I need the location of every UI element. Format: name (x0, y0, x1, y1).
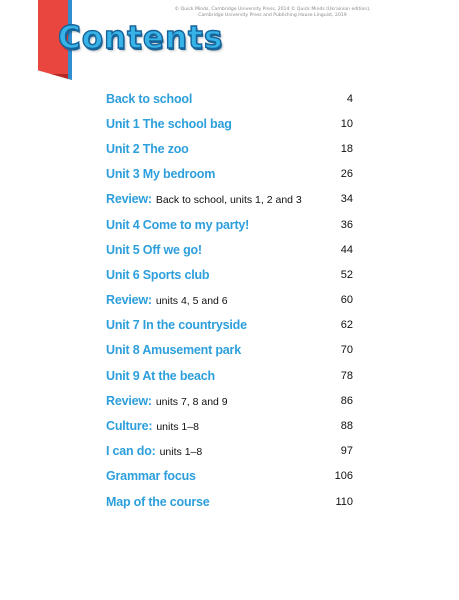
toc-row[interactable] (106, 162, 353, 187)
toc-row[interactable] (106, 489, 353, 514)
toc-row[interactable] (106, 111, 353, 136)
toc-row[interactable] (106, 212, 353, 237)
toc-page-number: 86 (340, 394, 353, 407)
toc-page-number: 88 (340, 420, 353, 433)
toc-entry (106, 444, 202, 458)
toc-page-number: 44 (340, 243, 353, 256)
toc-page-number: 26 (340, 168, 353, 181)
toc-label: Unit 6 Sports club (106, 267, 210, 282)
toc-row[interactable] (106, 288, 353, 313)
toc-page-number: 18 (340, 142, 353, 155)
toc-entry (106, 218, 253, 232)
toc-page-number: 97 (340, 445, 353, 458)
toc-entry (106, 469, 200, 483)
toc-row[interactable] (106, 464, 353, 489)
toc-page-number: 60 (340, 294, 353, 307)
toc-row[interactable] (106, 388, 353, 413)
toc-entry (106, 117, 236, 131)
toc-entry (106, 167, 219, 181)
toc-row[interactable] (106, 413, 353, 438)
toc-row[interactable] (106, 338, 353, 363)
copyright-line-2: Cambridge University Press and Publishing House Linguist, 2019 (198, 13, 347, 18)
toc-detail: units 7, 8 and 9 (155, 395, 228, 408)
toc-entry (106, 293, 228, 307)
toc-label: Unit 4 Come to my party! (106, 217, 250, 232)
toc-label: Review: (106, 393, 152, 408)
toc-label: Review: (106, 293, 152, 308)
toc-row[interactable] (106, 262, 353, 287)
toc-label: Back to school (106, 91, 193, 106)
toc-page-number: 78 (340, 369, 353, 382)
toc-entry (106, 394, 228, 408)
toc-detail: units 4, 5 and 6 (155, 295, 228, 308)
toc-entry (106, 268, 213, 282)
toc-page-number: 10 (340, 117, 353, 130)
table-of-contents (106, 86, 353, 514)
toc-entry (106, 192, 302, 206)
toc-label: Unit 2 The zoo (106, 141, 189, 156)
toc-page-number: 70 (340, 344, 353, 357)
toc-label: Unit 8 Amusement park (106, 343, 241, 358)
toc-page-number: 62 (340, 319, 353, 332)
toc-entry (106, 369, 219, 383)
toc-entry (106, 318, 251, 332)
copyright-line-1: © Quick Minds, Cambridge University Press, 2014 © Quick Minds (Ukrainian edition), (174, 7, 371, 12)
toc-detail: units 1–8 (156, 421, 199, 434)
toc-row[interactable] (106, 86, 353, 111)
toc-label: Grammar focus (106, 469, 196, 484)
toc-label: Culture: (106, 419, 153, 434)
toc-label: Map of the course (106, 494, 210, 509)
toc-entry (106, 92, 196, 106)
toc-entry (106, 243, 206, 257)
toc-page-number: 4 (346, 92, 353, 105)
toc-label: Unit 7 In the countryside (106, 318, 247, 333)
copyright-notice (150, 7, 395, 19)
page-title: Contents (58, 20, 224, 56)
toc-detail: units 1–8 (159, 446, 203, 459)
toc-label: Review: (106, 192, 152, 207)
toc-entry (106, 343, 245, 357)
toc-page-number: 52 (340, 268, 353, 281)
toc-row[interactable] (106, 363, 353, 388)
toc-label: Unit 1 The school bag (106, 116, 232, 131)
toc-row[interactable] (106, 237, 353, 262)
toc-row[interactable] (106, 439, 353, 464)
toc-row[interactable] (106, 313, 353, 338)
toc-row[interactable] (106, 187, 353, 212)
toc-label: Unit 3 My bedroom (106, 167, 216, 182)
toc-page-number: 106 (334, 470, 353, 483)
toc-entry (106, 142, 193, 156)
toc-label: Unit 9 At the beach (106, 368, 215, 383)
toc-label: I can do: (106, 444, 156, 459)
toc-page-number: 110 (335, 495, 353, 508)
toc-entry (106, 419, 199, 433)
toc-page-number: 34 (340, 193, 353, 206)
toc-page-number: 36 (340, 218, 353, 231)
toc-detail: Back to school, units 1, 2 and 3 (155, 194, 302, 207)
toc-label: Unit 5 Off we go! (106, 242, 202, 257)
toc-entry (106, 495, 214, 509)
toc-row[interactable] (106, 136, 353, 161)
